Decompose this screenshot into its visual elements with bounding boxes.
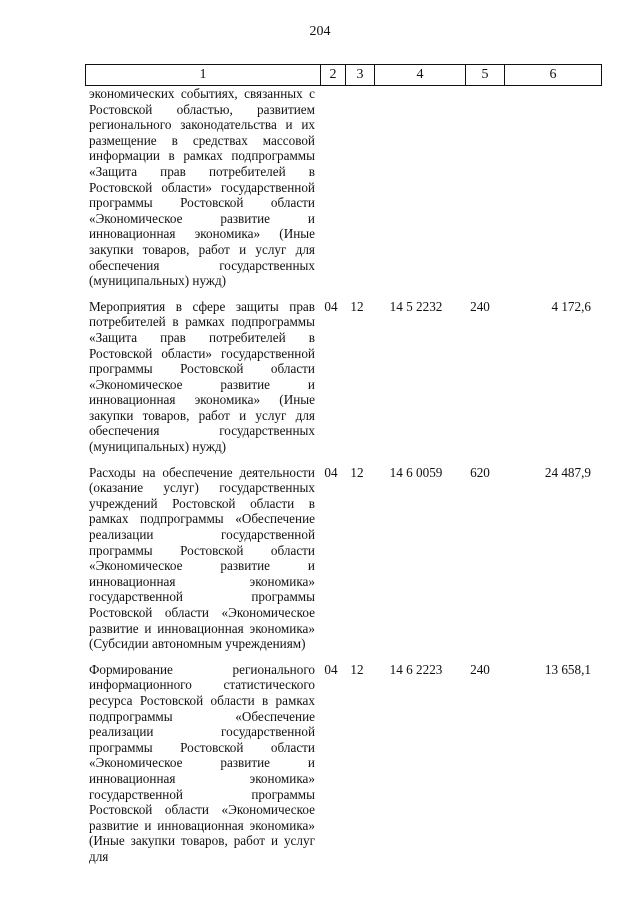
row-description: экономических событиях, связанных с Ростовской областью, развитием регионального законодательства и их размещение в средствах массовой информации в рамках подпрограммы «Защита прав потребителей в Ростовской области» государственной программы Ростовской области «Экономическое развитие и инновационная экономика» (Иные закупки товаров, работ и услуг для обеспечения государственных (муниципальных) нужд)	[89, 86, 315, 289]
row-amount: 4 172,6	[551, 298, 591, 314]
row-section-code: 04	[324, 464, 338, 480]
row-subsection-code: 12	[350, 464, 364, 480]
table-row	[85, 662, 595, 865]
column-header-5: 5	[466, 65, 505, 86]
row-section-code: 04	[324, 661, 338, 677]
row-section-code: 04	[324, 298, 338, 314]
column-header-1: 1	[86, 65, 321, 86]
row-target-code: 14 6 0059	[389, 464, 443, 480]
column-header-4: 4	[375, 65, 466, 86]
table-body	[85, 86, 595, 865]
row-description: Мероприятия в сфере защиты прав потребителей в рамках подпрограммы «Защита прав потребителей в Ростовской области» государственной программы Ростовской области «Экономическое развитие и инновационная экономика» (Иные закупки товаров, работ и услуг для обеспечения государственных (муниципальных) нужд)	[89, 298, 315, 455]
row-subsection-code: 12	[350, 661, 364, 677]
table-row	[85, 465, 595, 652]
row-expense-type: 620	[470, 464, 490, 480]
row-target-code: 14 6 2223	[389, 661, 443, 677]
column-header-6: 6	[505, 65, 602, 86]
column-header-3: 3	[346, 65, 375, 86]
table-row	[85, 86, 595, 289]
row-target-code: 14 5 2232	[389, 298, 443, 314]
table-row	[85, 299, 595, 455]
row-amount: 24 487,9	[544, 464, 591, 480]
page-number: 204	[309, 24, 331, 39]
row-subsection-code: 12	[350, 298, 364, 314]
row-description: Формирование регионального информационного статистического ресурса Ростовской области в рамках подпрограммы «Обеспечение реализации государственной программы Ростовской области «Экономическое развитие и инновационная экономика» государственной программы Ростовской области «Экономическое развитие и инновационная экономика» (Иные закупки товаров, работ и услуг для	[89, 661, 315, 864]
column-header-table	[85, 64, 602, 86]
row-description: Расходы на обеспечение деятельности (оказание услуг) государственных учреждений Ростовской области в рамках подпрограммы «Обеспечение реализации государственной программы Ростовской области «Экономическое развитие и инновационная экономика» государственной программы Ростовской области «Экономическое развитие и инновационная экономика» (Субсидии автономным учреждениям)	[89, 464, 315, 652]
column-header-row	[86, 65, 602, 86]
row-expense-type: 240	[470, 298, 490, 314]
column-header-2: 2	[321, 65, 346, 86]
row-expense-type: 240	[470, 661, 490, 677]
row-amount: 13 658,1	[544, 661, 591, 677]
